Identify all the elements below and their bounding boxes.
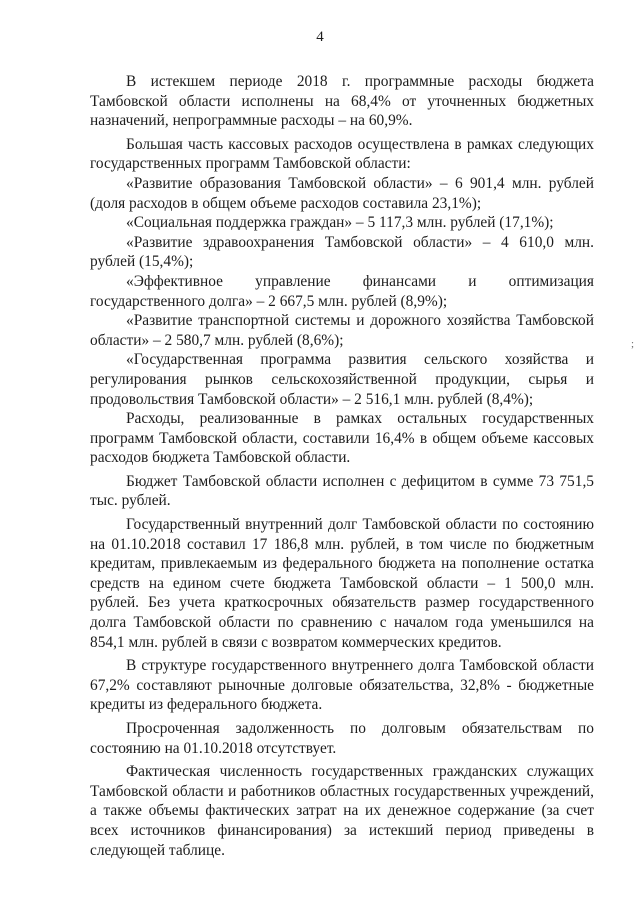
- program-item-education: «Развитие образования Тамбовской области» – 6 901,4 млн. рублей (доля расходов в общем объеме расходов составила 23,1%);: [90, 174, 594, 212]
- paragraph-programs-intro: Большая часть кассовых расходов осуществлена в рамках следующих государственных программ Тамбовской области:: [90, 135, 594, 173]
- paragraph-other-programs: Расходы, реализованные в рамках остальных государственных программ Тамбовской области, составили 16,4% в общем объеме кассовых расходов бюджета Тамбовской области.: [90, 410, 594, 467]
- program-item-agriculture: «Государственная программа развития сельского хозяйства и регулирования рынков сельскохозяйственной продукции, сырья и продовольствия Тамбовской области» – 2 516,1 млн. рублей (8,4%);: [90, 351, 594, 408]
- paragraph-overdue-debt: Просроченная задолженность по долговым обязательствам по состоянию на 01.10.2018 отсутствует.: [90, 720, 594, 757]
- margin-mark: ;: [630, 338, 634, 350]
- paragraph-debt-structure: В структуре государственного внутреннего долга Тамбовской области 67,2% составляют рыночные долговые обязательства, 32,8% - бюджетные кредиты из федерального бюджета.: [90, 657, 594, 714]
- program-item-finance: «Эффективное управление финансами и оптимизация государственного долга» – 2 667,5 млн. рублей (8,9%);: [90, 272, 594, 310]
- document-body: [90, 72, 594, 864]
- paragraph-budget-execution: В истекшем периоде 2018 г. программные расходы бюджета Тамбовской области исполнены на 68,4% от уточненных бюджетных назначений, непрограммные расходы – на 60,9%.: [90, 73, 594, 130]
- program-item-transport: «Развитие транспортной системы и дорожного хозяйства Тамбовской области» – 2 580,7 млн. рублей (8,6%);: [90, 312, 594, 349]
- paragraph-staff-count: Фактическая численность государственных гражданских служащих Тамбовской области и работников областных государственных учреждений, а также объемы фактических затрат на их денежное содержание (за счет всех источников финансирования) за истекший период приведены в следующей таблице.: [90, 763, 594, 859]
- paragraph-state-debt: Государственный внутренний долг Тамбовской области по состоянию на 01.10.2018 составил 17 186,8 млн. рублей, в том числе по бюджетным кредитам, привлекаемым из федерального бюджета на пополнение остатка средств на едином счете бюджета Тамбовской области – 1 500,0 млн. рублей. Без учета краткосрочных обязательств размер государственного долга Тамбовской области по сравнению с началом года уменьшился на 854,1 млн. рублей в связи с возвратом коммерческих кредитов.: [90, 516, 594, 651]
- paragraph-deficit: Бюджет Тамбовской области исполнен с дефицитом в сумме 73 751,5 тыс. рублей.: [90, 472, 594, 510]
- page-number: 4: [316, 29, 324, 45]
- program-item-health: «Развитие здравоохранения Тамбовской области» – 4 610,0 млн. рублей (15,4%);: [90, 233, 594, 271]
- program-item-social: «Социальная поддержка граждан» – 5 117,3 млн. рублей (17,1%);: [126, 214, 554, 232]
